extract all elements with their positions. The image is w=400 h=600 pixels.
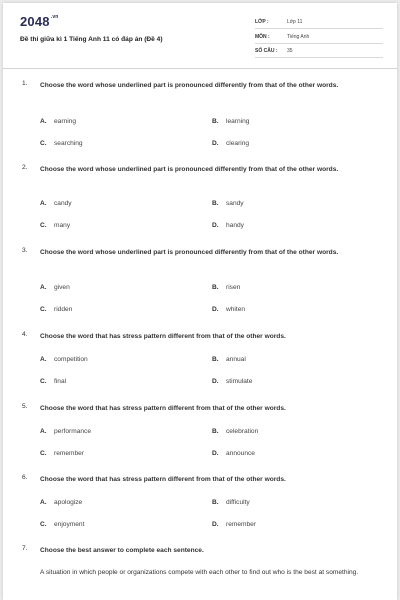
option-c[interactable]	[40, 521, 84, 528]
question-stem: Choose the word whose underlined part is pronounced differently from that of the other words.	[40, 249, 339, 256]
option-c[interactable]	[40, 306, 72, 313]
option-c[interactable]	[40, 140, 83, 147]
option-text: whiten	[226, 306, 246, 313]
option-d[interactable]	[212, 140, 249, 147]
option-text: candy	[54, 200, 72, 207]
question-number: 1.	[22, 80, 28, 87]
option-c[interactable]	[40, 222, 70, 229]
question-stem: Choose the word whose underlined part is pronounced differently from that of the other words.	[40, 166, 339, 173]
meta-value: Tiếng Anh	[287, 34, 310, 40]
logo-domain: .vn	[50, 14, 59, 20]
option-text: difficulty	[226, 499, 250, 506]
option-d[interactable]	[212, 378, 252, 385]
option-b[interactable]	[212, 499, 250, 506]
option-letter: C.	[40, 521, 47, 528]
option-b[interactable]	[212, 428, 258, 435]
option-d[interactable]	[212, 306, 245, 313]
option-a[interactable]	[40, 284, 70, 291]
option-text: ridden	[54, 306, 73, 313]
meta-value: 35	[287, 48, 293, 54]
option-text: remember	[226, 521, 257, 528]
option-letter: B.	[212, 499, 219, 506]
option-b[interactable]	[212, 200, 244, 207]
option-text: celebration	[226, 428, 259, 435]
option-text: given	[54, 284, 70, 291]
question-number: 7.	[22, 545, 28, 552]
option-a[interactable]	[40, 428, 91, 435]
option-letter: C.	[40, 306, 47, 313]
option-letter: D.	[212, 378, 219, 385]
option-letter: C.	[40, 450, 47, 457]
option-letter: B.	[212, 284, 219, 291]
option-text: risen	[226, 284, 241, 291]
option-letter: D.	[212, 521, 219, 528]
option-letter: A.	[40, 284, 47, 291]
option-text: earning	[54, 118, 76, 125]
question-passage: A situation in which people or organizations compete with each other to find out who is the best at something.	[40, 569, 359, 576]
option-text: enjoyment	[54, 521, 85, 528]
option-letter: A.	[40, 118, 47, 125]
option-a[interactable]	[40, 499, 82, 506]
option-letter: B.	[212, 356, 219, 363]
option-letter: D.	[212, 222, 219, 229]
question-stem: Choose the word that has stress pattern different from that of the other words.	[40, 333, 286, 340]
option-text: sandy	[226, 200, 244, 207]
option-text: competition	[54, 356, 88, 363]
option-text: apologize	[54, 499, 83, 506]
option-letter: D.	[212, 450, 219, 457]
option-text: clearing	[226, 140, 250, 147]
option-b[interactable]	[212, 284, 240, 291]
option-letter: A.	[40, 428, 47, 435]
question-stem: Choose the best answer to complete each sentence.	[40, 547, 204, 554]
option-d[interactable]	[212, 450, 255, 457]
option-letter: C.	[40, 140, 47, 147]
option-letter: B.	[212, 200, 219, 207]
meta-class	[255, 16, 383, 29]
question-stem: Choose the word that has stress pattern different from that of the other words.	[40, 476, 286, 483]
option-text: announce	[226, 450, 255, 457]
option-a[interactable]	[40, 356, 88, 363]
option-a[interactable]	[40, 118, 76, 125]
meta-question-count	[255, 45, 383, 58]
option-text: remember	[54, 450, 85, 457]
option-b[interactable]	[212, 356, 246, 363]
option-letter: A.	[40, 200, 47, 207]
question-number: 5.	[22, 403, 28, 410]
option-text: searching	[54, 140, 83, 147]
option-a[interactable]	[40, 200, 72, 207]
meta-key: MÔN :	[255, 34, 270, 40]
option-c[interactable]	[40, 450, 84, 457]
option-text: stimulate	[226, 378, 253, 385]
option-letter: B.	[212, 118, 219, 125]
option-text: performance	[54, 428, 92, 435]
option-letter: A.	[40, 356, 47, 363]
option-letter: B.	[212, 428, 219, 435]
document-title: Đề thi giữa kì 1 Tiếng Anh 11 có đáp án (Đề 4)	[20, 36, 163, 43]
option-letter: C.	[40, 222, 47, 229]
site-logo[interactable]	[20, 14, 59, 29]
option-letter: D.	[212, 306, 219, 313]
question-number: 2.	[22, 164, 28, 171]
question-stem: Choose the word whose underlined part is pronounced differently from that of the other words.	[40, 82, 339, 89]
option-text: learning	[226, 118, 250, 125]
option-text: annual	[226, 356, 246, 363]
option-letter: C.	[40, 378, 47, 385]
meta-value: Lớp 11	[287, 19, 303, 25]
logo-text: 2048	[20, 14, 50, 29]
meta-subject	[255, 31, 383, 44]
option-c[interactable]	[40, 378, 66, 385]
meta-key: SỐ CÂU :	[255, 48, 278, 54]
exam-page	[3, 3, 397, 600]
meta-key: LỚP :	[255, 19, 269, 25]
question-stem: Choose the word that has stress pattern different from that of the other words.	[40, 405, 286, 412]
option-letter: A.	[40, 499, 47, 506]
option-text: many	[54, 222, 71, 229]
option-d[interactable]	[212, 521, 256, 528]
option-b[interactable]	[212, 118, 249, 125]
page-header	[3, 3, 397, 69]
question-number: 4.	[22, 331, 28, 338]
question-number: 3.	[22, 247, 28, 254]
option-text: handy	[226, 222, 244, 229]
option-d[interactable]	[212, 222, 244, 229]
option-letter: D.	[212, 140, 219, 147]
option-text: final	[54, 378, 67, 385]
question-number: 6.	[22, 474, 28, 481]
